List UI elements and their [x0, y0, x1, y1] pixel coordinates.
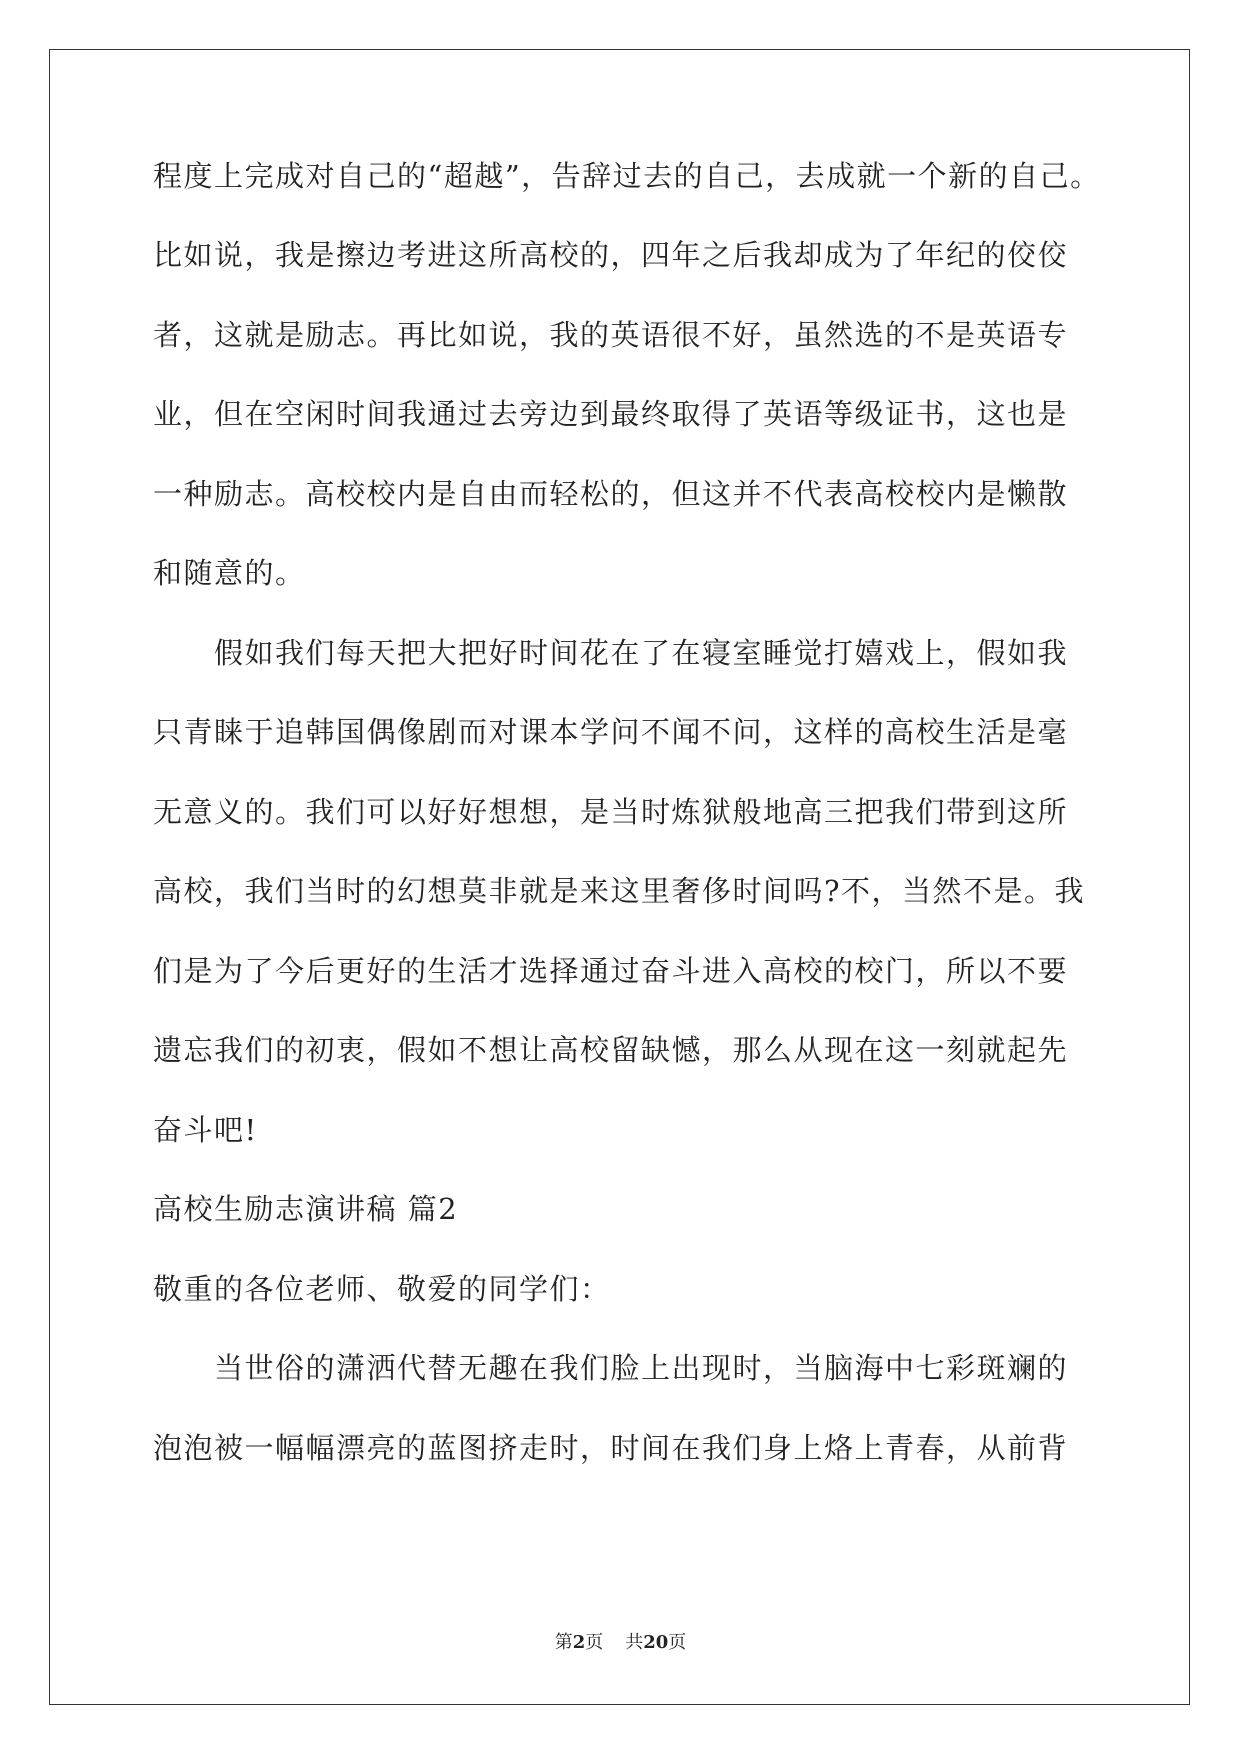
body-line-12: 遗忘我们的初衷，假如不想让高校留缺憾，那么从现在这一刻就起先: [153, 1033, 1069, 1067]
page-total: 20: [643, 1632, 669, 1653]
body-line-3: 者，这就是励志。再比如说，我的英语很不好，虽然选的不是英语专: [153, 318, 1069, 352]
page-number-footer: [0, 1632, 1241, 1654]
body-line-11: 们是为了今后更好的生活才选择通过奋斗进入高校的校门，所以不要: [153, 954, 1069, 988]
page-current: 2: [572, 1632, 586, 1653]
body-line-7: 假如我们每天把大把好时间花在了在寝室睡觉打嬉戏上，假如我: [214, 636, 1069, 670]
body-line-17: 泡泡被一幅幅漂亮的蓝图挤走时，时间在我们身上烙上青春，从前背: [153, 1431, 1069, 1465]
total-suffix: 页: [668, 1632, 687, 1653]
body-line-6: 和随意的。: [153, 556, 306, 590]
salutation-line: 敬重的各位老师、敬爱的同学们：: [153, 1272, 611, 1306]
body-line-8: 只青睐于追韩国偶像剧而对课本学问不闻不问，这样的高校生活是毫: [153, 715, 1069, 749]
body-line-10: 高校，我们当时的幻想莫非就是来这里奢侈时间吗?不，当然不是。我: [153, 874, 1086, 908]
page-prefix: 第: [554, 1632, 573, 1653]
body-line-4: 业，但在空闲时间我通过去旁边到最终取得了英语等级证书，这也是: [153, 397, 1069, 431]
body-line-16: 当世俗的潇洒代替无趣在我们脸上出现时，当脑海中七彩斑斓的: [214, 1351, 1069, 1385]
body-line-5: 一种励志。高校校内是自由而轻松的，但这并不代表高校校内是懒散: [153, 477, 1069, 511]
body-line-2: 比如说，我是擦边考进这所高校的，四年之后我却成为了年纪的佼佼: [153, 238, 1069, 272]
page-suffix: 页: [585, 1632, 604, 1653]
body-line-13: 奋斗吧!: [153, 1113, 258, 1147]
section-heading: 高校生励志演讲稿 篇2: [153, 1192, 459, 1226]
total-prefix: 共: [625, 1632, 644, 1653]
body-line-1: 程度上完成对自己的“超越”，告辞过去的自己，去成就一个新的自己。: [153, 159, 1101, 193]
body-line-9: 无意义的。我们可以好好想想，是当时炼狱般地高三把我们带到这所: [153, 795, 1069, 829]
